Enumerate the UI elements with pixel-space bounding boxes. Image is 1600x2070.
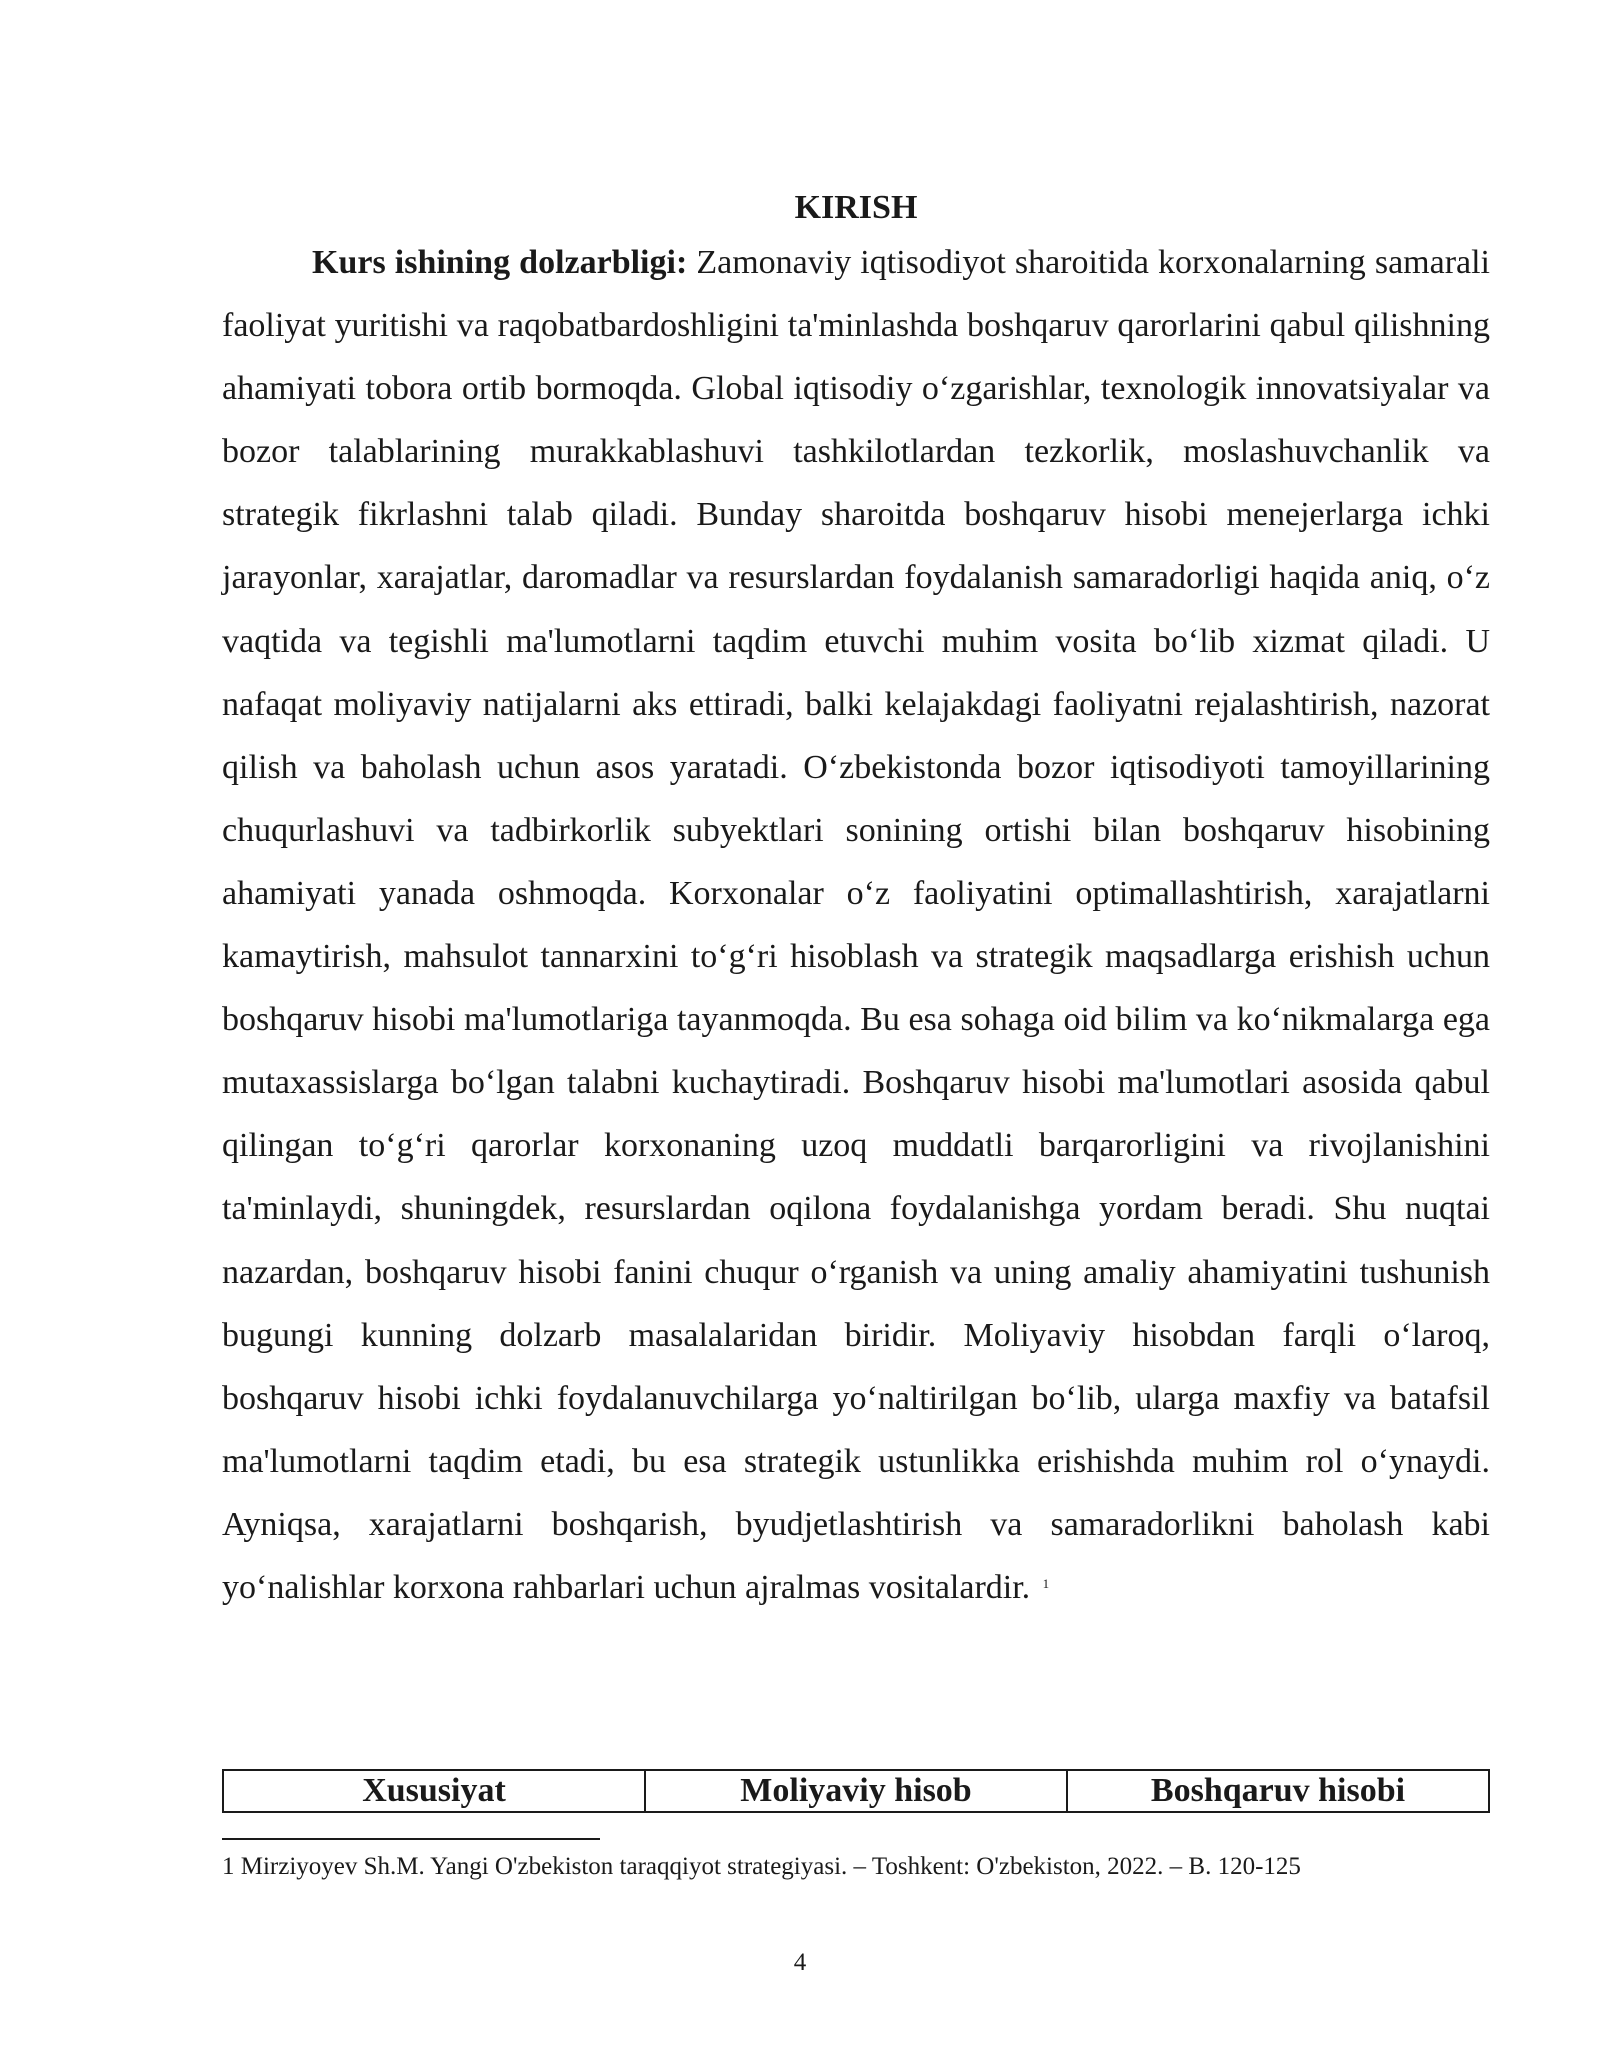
table-header-cell: Moliyaviy hisob	[645, 1770, 1067, 1812]
section-heading: KIRISH	[794, 189, 918, 226]
table-header-cell: Xususiyat	[223, 1770, 645, 1812]
intro-text: Zamonaviy iqtisodiyot sharoitida korxonalarning samarali faoliyat yuritishi va raqobatbardoshligini ta'minlashda boshqaruv qarorlarini qabul qilishning ahamiyati tobora ortib bormoqda. Global iqtisodiy o‘zgarishlar, texnologik innovatsiyalar va bozor talablarining murakkablashuvi tashkilotlardan tezkorlik, moslashuvchanlik va strategik fikrlashni talab qiladi. Bunday sharoitda boshqaruv hisobi menejerlarga ichki jarayonlar, xarajatlar, daromadlar va resurslardan foydalanish samaradorligi haqida aniq, o‘z vaqtida va tegishli ma'lumotlarni taqdim etuvchi muhim vosita bo‘lib xizmat qiladi. U nafaqat moliyaviy natijalarni aks ettiradi, balki kelajakdagi faoliyatni rejalashtirish, nazorat qilish va baholash uchun asos yaratadi. O‘zbekistonda bozor iqtisodiyoti tamoyillarining chuqurlashuvi va tadbirkorlik subyektlari sonining ortishi bilan boshqaruv hisobining ahamiyati yanada oshmoqda. Korxonalar o‘z faoliyatini optimallashtirish, xarajatlarni kamaytirish, mahsulot tannarxini to‘g‘ri hisoblash va strategik maqsadlarga erishish uchun boshqaruv hisobi ma'lumotlariga tayanmoqda. Bu esa sohaga oid bilim va ko‘nikmalarga ega mutaxassislarga bo‘lgan talabni kuchaytiradi. Boshqaruv hisobi ma'lumotlari asosida qabul qilingan to‘g‘ri qarorlar korxonaning uzoq muddatli barqarorligini va rivojlanishini ta'minlaydi, shuningdek, resurslardan oqilona foydalanishga yordam beradi. Shu nuqtai nazardan, boshqaruv hisobi fanini chuqur o‘rganish va uning amaliy ahamiyatini tushunish bugungi kunning dolzarb masalalaridan biridir. Moliyaviy hisobdan farqli o‘laroq, boshqaruv hisobi ichki foydalanuvchilarga yo‘naltirilgan bo‘lib, ularga maxfiy va batafsil ma'lumotlarni taqdim etadi, bu esa strategik ustunlikka erishishda muhim rol o‘ynaydi. Ayniqsa, xarajatlarni boshqarish, byudjetlashtirish va samaradorlikni baholash kabi yo‘nalishlar korxona rahbarlari uchun ajralmas vositalardir.	[222, 244, 1491, 1606]
footnote-text: Mirziyoyev Sh.M. Yangi O'zbekiston taraqqiyot strategiyasi. – Toshkent: O'zbekiston, 2022. – B. 120-125	[240, 1853, 1301, 1880]
footnote	[222, 1852, 1490, 1882]
footnote-number: 1	[222, 1853, 235, 1880]
footnote-separator	[222, 1838, 600, 1840]
page-number: 4	[793, 1949, 807, 1976]
intro-paragraph	[222, 231, 1490, 1619]
table-header-cell: Boshqaruv hisobi	[1067, 1770, 1489, 1812]
footnote-reference[interactable]: 1	[1042, 1575, 1050, 1591]
comparison-table	[222, 1769, 1490, 1813]
table-header-row	[223, 1770, 1489, 1812]
intro-lead: Kurs ishining dolzarbligi:	[312, 244, 688, 281]
